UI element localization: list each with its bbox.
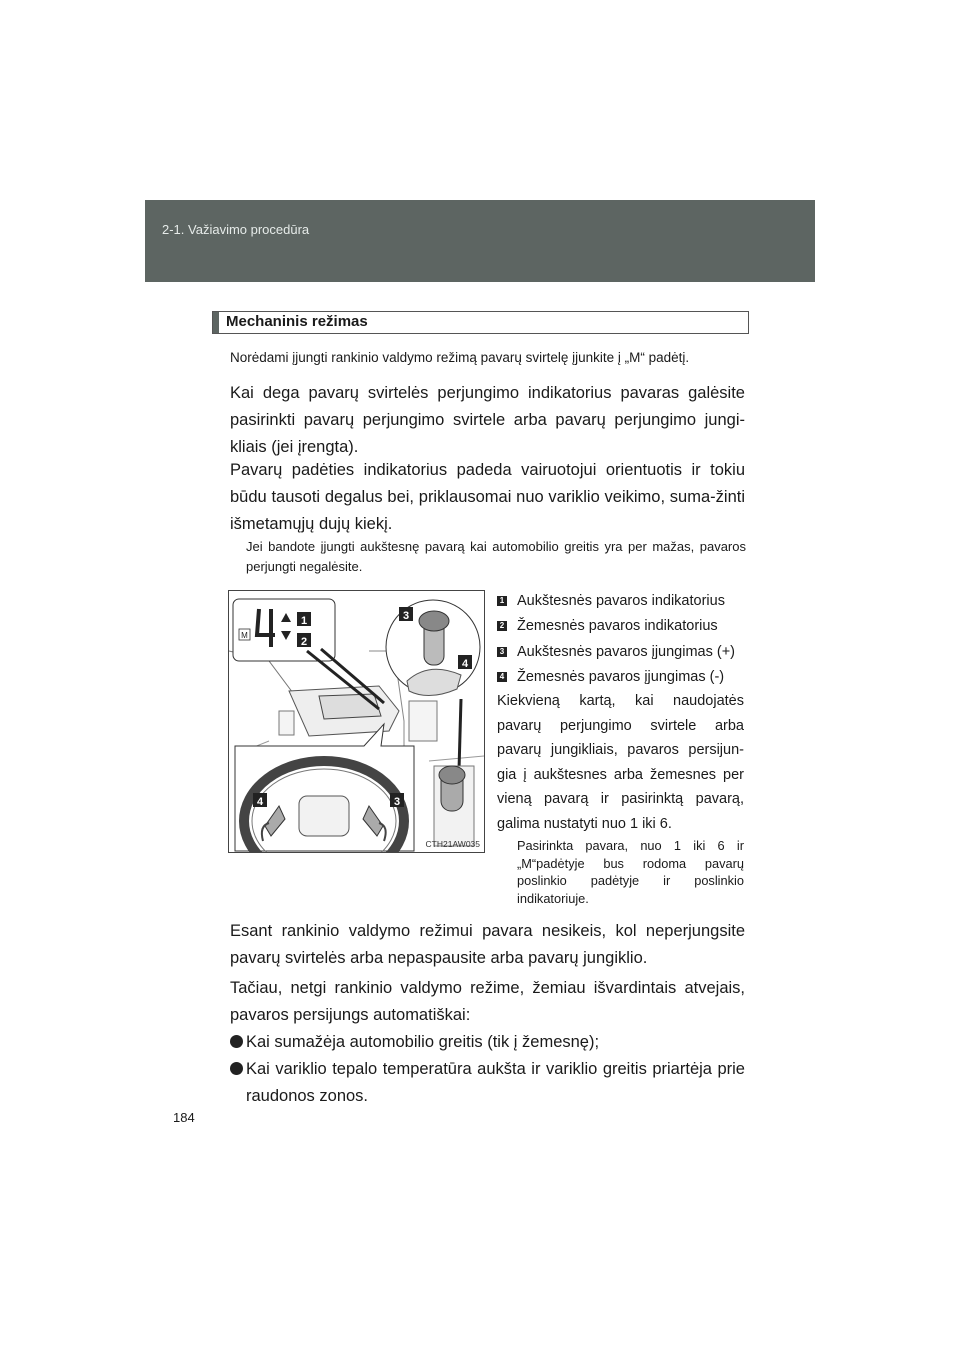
- page-number: 184: [173, 1110, 195, 1125]
- callout-4-wheel: 4: [256, 796, 264, 808]
- intro-text: Norėdami įjungti rankinio valdymo režimą pavarų svirtelę įjunkite į „M“ padėtį.: [230, 350, 690, 365]
- bullet-item-1: [230, 1029, 745, 1056]
- heading-accent-bar: [213, 312, 219, 333]
- legend-note: Pasirinkta pavara, nuo 1 iki 6 ir „M“padėtyje bus rodoma pavarų poslinkio padėtyje ir poslinkio indikatoriuje.: [517, 838, 744, 906]
- legend-text-1: Aukštesnės pavaros indikatorius: [517, 592, 725, 609]
- legend-badge-2: 2: [497, 621, 507, 631]
- callout-3-wheel: 3: [393, 796, 401, 808]
- callout-4-top: 4: [461, 658, 469, 670]
- legend-item-2: [497, 614, 747, 640]
- legend-item-3: [497, 639, 747, 665]
- paddle-shift-illustration: [228, 590, 485, 853]
- legend-badge-4: 4: [497, 672, 507, 682]
- speed-note: Jei bandote įjungti aukštesnę pavarą kai automobilio greitis yra per mažas, pavaros perjungti negalėsite.: [246, 539, 746, 574]
- bullet-item-2: [230, 1056, 745, 1110]
- bullet-icon: [230, 1035, 243, 1048]
- bullet-icon: [230, 1062, 243, 1075]
- legend-text-4: Žemesnės pavaros įjungimas (-): [517, 669, 725, 686]
- section-breadcrumb: 2-1. Važiavimo procedūra: [162, 222, 310, 237]
- section-title: Mechaninis režimas: [226, 313, 368, 330]
- mode-letter: M: [241, 631, 248, 640]
- legend-badge-1: 1: [497, 596, 507, 606]
- figure-code: CTH21AW035: [425, 839, 480, 849]
- paragraph-4: Tačiau, netgi rankinio valdymo režime, žemiau išvardintais atvejais, pavaros persijungs automatiškai:: [230, 979, 745, 1024]
- bullet-text-2: Kai variklio tepalo temperatūra aukšta ir variklio greitis priartėja prie raudonos zonos.: [246, 1060, 745, 1105]
- legend-item-1: [497, 588, 747, 614]
- callout-1: 1: [300, 615, 308, 627]
- cockpit-drawing: [229, 591, 485, 853]
- header-band: [145, 200, 815, 282]
- bullet-text-1: Kai sumažėja automobilio greitis (tik į žemesnę);: [246, 1033, 600, 1051]
- legend-text-2: Žemesnės pavaros indikatorius: [517, 618, 718, 635]
- callout-2: 2: [300, 636, 308, 648]
- callout-legend: [497, 588, 747, 690]
- section-heading: [212, 311, 749, 334]
- legend-description: Kiekvieną kartą, kai naudojatės pavarų perjungimo svirtele arba pavarų jungikliais, pavaros persijun-gia į aukštesnes arba žemesnes per vieną pavarą ir pasirinktą pavarą, galima nustatyti nuo 1 iki 6.: [497, 693, 744, 832]
- callout-3-top: 3: [402, 610, 410, 622]
- legend-badge-3: 3: [497, 647, 507, 657]
- legend-text-3: Aukštesnės pavaros įjungimas (+): [517, 643, 736, 660]
- paragraph-2: Pavarų padėties indikatorius padeda vairuotojui orientuotis ir tokiu būdu tausoti degalus bei, priklausomai nuo variklio veikimo, suma-žinti išmetamųjų dujų kiekį.: [230, 461, 745, 533]
- paragraph-3: Esant rankinio valdymo režimui pavara nesikeis, kol neperjungsite pavarų svirtelės arba nepaspausite arba pavarų jungiklio.: [230, 922, 745, 967]
- legend-item-4: [497, 665, 747, 691]
- paragraph-1: Kai dega pavarų svirtelės perjungimo indikatorius pavaras galėsite pasirinkti pavarų perjungimo svirtele arba pavarų perjungimo jungi-kliais (jei įrengta).: [230, 384, 745, 456]
